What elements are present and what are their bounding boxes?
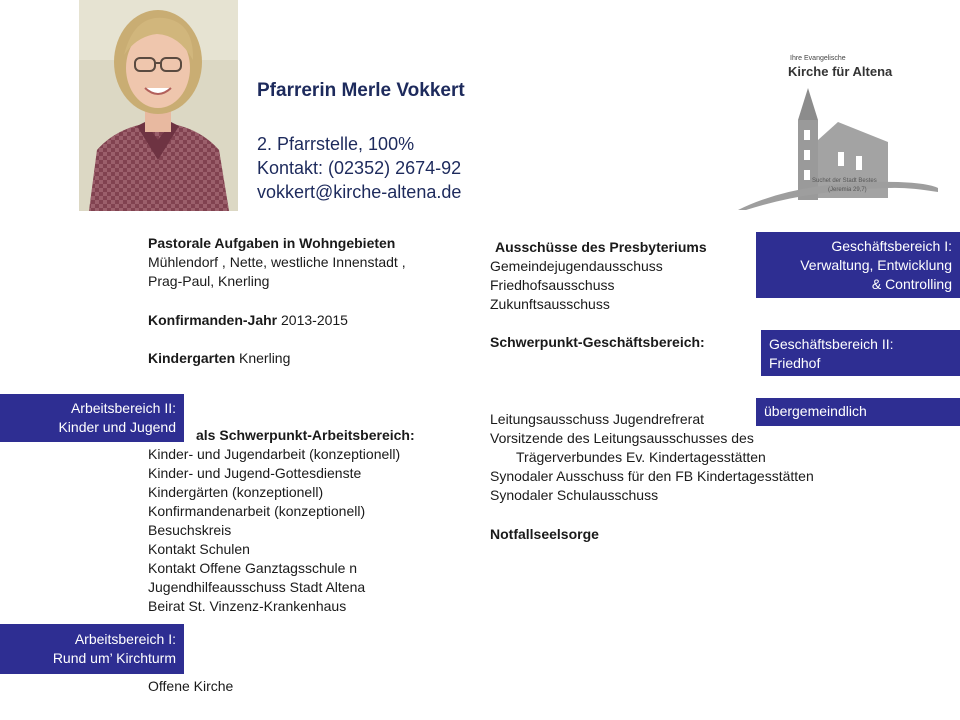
list-item: Kontakt Schulen (148, 541, 250, 557)
list-item: Friedhofsausschuss (490, 277, 615, 293)
konfirmanden-line (148, 311, 348, 330)
kindergarten-value: Knerling (239, 350, 291, 366)
logo-motto-1: Suchet der Stadt Bestes (812, 178, 877, 184)
list-item: Vorsitzende des Leitungsausschusses des (490, 430, 754, 446)
logo-top-text: Ihre Evangelische (790, 55, 846, 62)
pastor-name: Pfarrerin Merle Vokkert (257, 80, 465, 101)
contact-email[interactable]: vokkert@kirche-altena.de (257, 182, 462, 202)
list-item: Kontakt Offene Ganztagsschule n (148, 560, 358, 576)
list-item: Synodaler Schulausschuss (490, 487, 659, 503)
logo-motto-2: (Jeremia 29,7) (828, 187, 867, 193)
pastoral-line-2: Prag-Paul, Knerling (148, 273, 270, 289)
contact-phone: Kontakt: (02352) 2674-92 (257, 158, 462, 178)
kindergarten-line (148, 349, 290, 368)
list-item: Trägerverbundes Ev. Kindertagesstätten (516, 449, 766, 465)
box-line: Geschäftsbereich II: (769, 336, 894, 352)
church-logo (738, 30, 938, 210)
box-line: übergemeindlich (764, 403, 867, 419)
notfallseelsorge-text: Notfallseelsorge (490, 526, 599, 542)
list-item: Konfirmandenarbeit (konzeptionell) (148, 503, 366, 519)
offene-kirche-text: Offene Kirche (148, 678, 234, 694)
list-item: Synodaler Ausschuss für den FB Kindertagesstätten (490, 468, 814, 484)
uebergemeindlich-box (756, 398, 960, 426)
pastoral-title: Pastorale Aufgaben in Wohngebieten (148, 235, 396, 251)
box-line: Friedhof (769, 355, 821, 371)
ausschuesse-title: Ausschüsse des Presbyteriums (495, 239, 707, 255)
box-line: & Controlling (871, 276, 952, 292)
pastoral-line-1: Mühlendorf , Nette, westliche Innenstadt , (148, 254, 406, 270)
schwerpunkt-arbeitsbereich-title: als Schwerpunkt-Arbeitsbereich: (196, 427, 415, 443)
box-line: Verwaltung, Entwicklung (800, 257, 952, 273)
kindergarten-label: Kindergarten (148, 350, 236, 366)
list-item: Kinder- und Jugend-Gottesdienste (148, 465, 362, 481)
logo-title: Kirche für Altena (788, 64, 893, 79)
position-text: 2. Pfarrstelle, 100% (257, 134, 415, 154)
list-item: Besuchskreis (148, 522, 232, 538)
geschaeftsbereich-2-box (761, 330, 960, 376)
list-item: Jugendhilfeausschuss Stadt Altena (148, 579, 366, 595)
box-line: Geschäftsbereich I: (831, 238, 952, 254)
konfirmanden-label: Konfirmanden-Jahr (148, 312, 278, 328)
portrait-photo (79, 0, 238, 211)
box-line: Rund um’ Kirchturm (52, 650, 176, 666)
list-item: Beirat St. Vinzenz-Krankenhaus (148, 598, 347, 614)
arbeitsbereich-1-box (0, 624, 184, 674)
arbeitsbereich-2-box (0, 394, 184, 442)
box-line: Arbeitsbereich I: (74, 631, 176, 647)
schwerpunkt-geschaeftsbereich-title: Schwerpunkt-Geschäftsbereich: (490, 334, 705, 350)
list-item: Leitungsausschuss Jugendrefrerat (490, 411, 705, 427)
list-item: Gemeindejugendausschuss (490, 258, 663, 274)
konfirmanden-value: 2013-2015 (281, 312, 348, 328)
list-item: Zukunftsausschuss (490, 296, 610, 312)
list-item: Kinder- und Jugendarbeit (konzeptionell) (148, 446, 401, 462)
geschaeftsbereich-1-box (756, 232, 960, 298)
list-item: Kindergärten (konzeptionell) (148, 484, 324, 500)
box-line: Arbeitsbereich II: (70, 400, 176, 416)
box-line: Kinder und Jugend (58, 419, 176, 435)
